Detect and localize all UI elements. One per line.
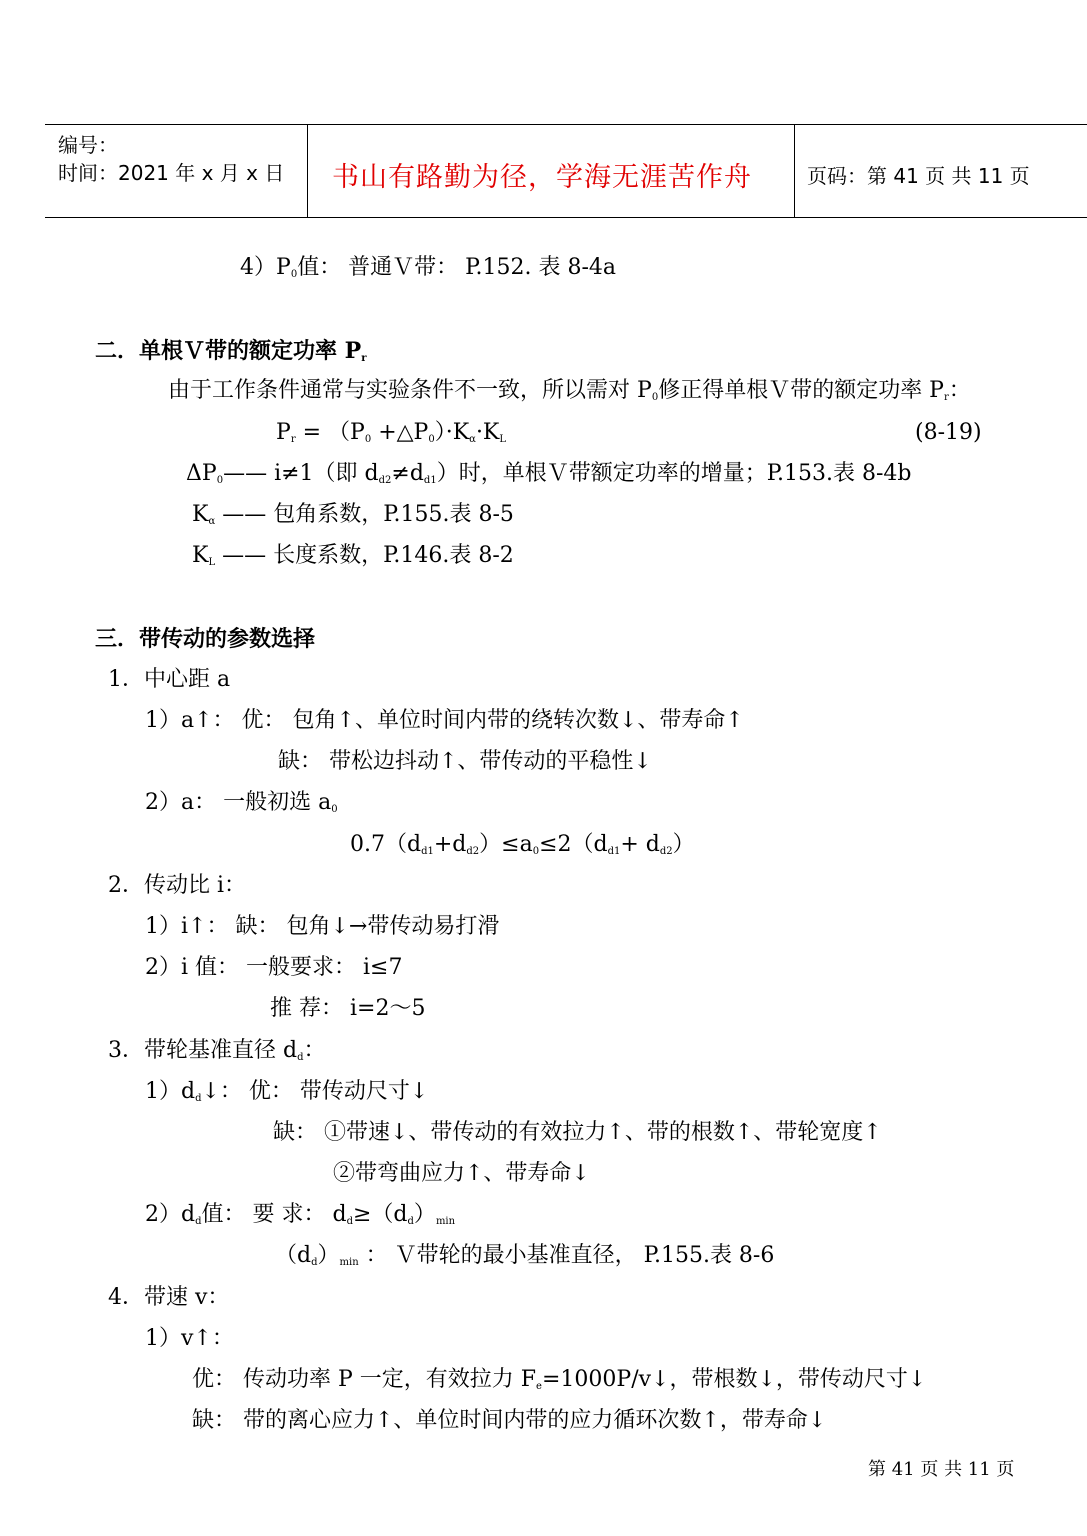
text-line: $K_L$ —— 长度系数，P.146.表 8-2 — [192, 543, 514, 568]
text-line: 1）i↑： 缺： 包角↓→带传动易打滑 — [145, 914, 500, 939]
text-line: $2)d_d$值： 要 求： $d_d\ge(d_d)_{min}$ — [145, 1202, 456, 1227]
formula: $P_r = (P_0$ $+\triangle P_0)\cdot K_\alpha\cdot K_L$ — [276, 420, 507, 445]
text-line: $K_\alpha$ —— 包角系数，P.155.表 8-5 — [192, 502, 514, 527]
text-line: 2）a： 一般初选 $a_0$ — [145, 790, 338, 815]
motto: 书山有路勤为径，学海无涯苦作舟 — [332, 162, 752, 193]
header-divider — [307, 125, 308, 217]
text-line: 2）i 值： 一般要求： i≤7 — [145, 955, 403, 980]
text-line: 推 荐： i=2～5 — [270, 996, 426, 1021]
text-line: $1)d_d↓$： 优： 带传动尺寸↓ — [145, 1079, 429, 1104]
subsection-heading: 2．传动比 i： — [108, 873, 247, 898]
formula: $0.7(d_{d1}+d_{d2})\le a_0\le 2(d_{d1}+ d_{d2})$ — [350, 832, 695, 857]
text-line: 缺： ①带速↓、带传动的有效拉力↑、带的根数↑、带轮宽度↑ — [273, 1120, 882, 1145]
text-line: 1）a↑： 优： 包角↑、单位时间内带的绕转次数↓、带寿命↑ — [145, 708, 744, 733]
text-line: $4)P_0$值： 普通Ｖ带： P.152. 表 8-4a — [240, 255, 617, 280]
section-heading: 二．单根Ｖ带的额定功率 $P_r$ — [95, 338, 367, 364]
section-heading: 三．带传动的参数选择 — [95, 626, 316, 652]
page-info: 页码：第 41 页 共 11 页 — [807, 164, 1030, 188]
text-line: $\Delta P_0——$ i≠1（即 $d_{d2}\ne d_{d1}$）时，单根Ｖ带额定功率的增量；P.153.表 8-4b — [186, 461, 912, 486]
subsection-heading: 3．带轮基准直径 $d_d$： — [108, 1038, 326, 1063]
time-label: 时间：2021 年 x 月 x 日 — [58, 161, 285, 185]
text-line: ②带弯曲应力↑、带寿命↓ — [333, 1161, 590, 1186]
text-line: 1）v↑： — [145, 1326, 234, 1351]
text-line: 优： 传动功率 P 一定，有效拉力 $F_e=1000P/v↓$，带根数↓，带传动尺寸↓ — [192, 1367, 927, 1392]
text-line: $(d_d)_{min}$ ： Ｖ带轮的最小基准直径， P.155.表 8-6 — [275, 1243, 775, 1268]
page-footer: 第 41 页 共 11 页 — [868, 1459, 1015, 1480]
header-divider — [794, 125, 795, 217]
page-header — [45, 124, 1087, 218]
text-line: 由于工作条件通常与实验条件不一致，所以需对 $P_0$修正得单根Ｖ带的额定功率 $P_r$： — [168, 378, 971, 403]
subsection-heading: 1．中心距 a — [108, 667, 231, 692]
text-line: 缺： 带的离心应力↑、单位时间内带的应力循环次数↑，带寿命↓ — [192, 1408, 827, 1433]
equation-number: (8-19) — [915, 420, 982, 445]
text-line: 缺： 带松边抖动↑、带传动的平稳性↓ — [278, 749, 652, 774]
subsection-heading: 4．带速 v： — [108, 1285, 230, 1310]
number-label: 编号： — [58, 133, 118, 157]
